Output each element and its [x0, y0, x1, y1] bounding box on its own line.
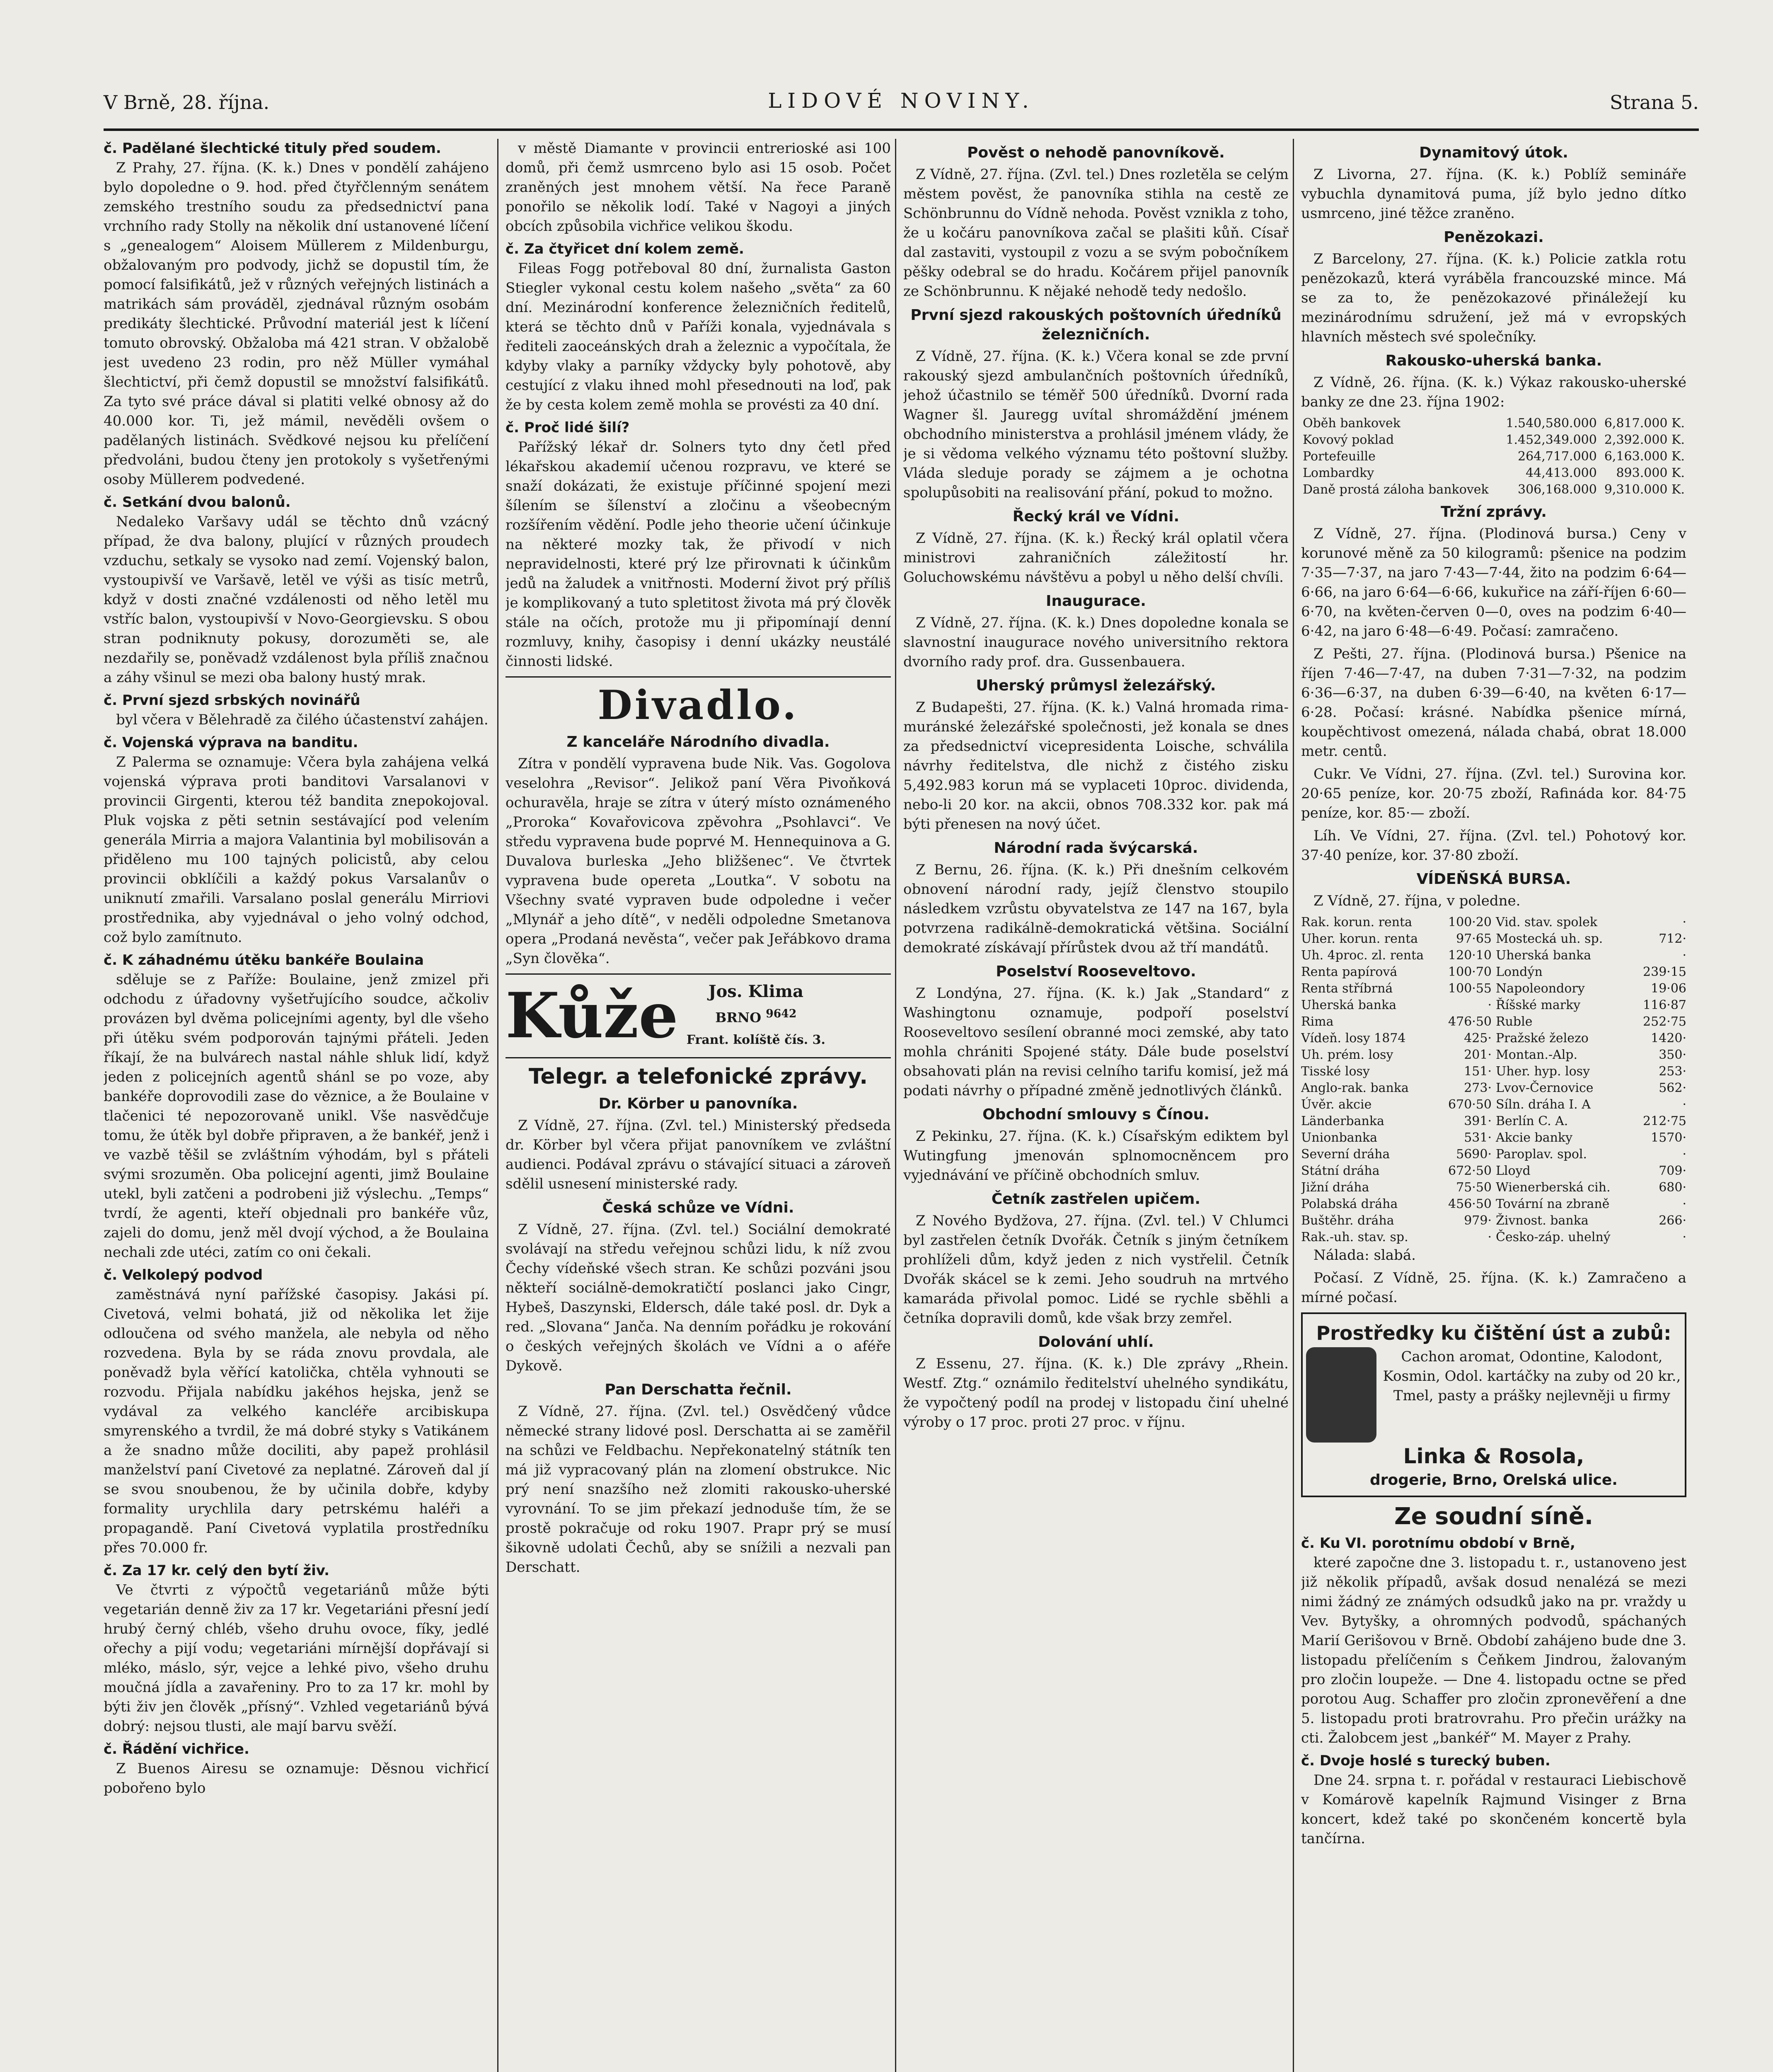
article-heading: Z kanceláře Národního divadla.	[566, 733, 830, 750]
exchange-value: 97·65	[1456, 932, 1492, 946]
article-heading: č. Řádění vichřice.	[104, 1741, 249, 1757]
article-text: Z Palerma se oznamuje: Včera byla zahájena velká vojenská výprava proti banditovi Varsalanovi v provincii Girgenti, kterou též bandita znepokojoval. Pluk vojska z pěti setnin sestávající pod velením generála Mirria a majora Valantinia byl mobilisován a přiděleno mu 100 tajných policistů, aby celou provincii obklíčili a každý pokus Varsalanův o uniknutí zmařili. Varsalano poslal generálu Mirriovi prostřednika, aby vyjednával o jeho volný odchod, což bylo zamítnuto.	[104, 754, 489, 946]
exchange-value: ·	[1682, 1197, 1686, 1211]
table-row	[1301, 482, 1686, 498]
exchange-item	[1496, 964, 1686, 980]
page-header	[104, 79, 1699, 131]
section-title-telegrams: Telegr. a telefonické zprávy.	[528, 1064, 868, 1089]
exchange-value: 531·	[1464, 1130, 1492, 1145]
article-heading: č. Vojenská výprava na banditu.	[104, 734, 358, 751]
exchange-name: Uh. 4proc. zl. renta	[1301, 948, 1424, 963]
exchange-item	[1301, 1213, 1492, 1229]
article-text: Z Vídně, 27. října. (Zvl. tel.) Dnes rozletěla se celým městem pověst, že panovníka stihla na cestě ze Schönbrunnu do Vídně nehoda. Pověst vznikla z toho, že u kočáru panovníkova začal se plašiti kůň. Císař dal zastaviti, vystoupil z vozu a se svým pobočníkem pěšky odebral se do hradu. Kočárem přijel panovník ze Schönbrunnu. K nějaké nehodě tedy nedošlo.	[903, 166, 1289, 300]
article-heading: Penězokazi.	[1444, 229, 1544, 246]
exchange-item	[1301, 947, 1492, 964]
exchange-name: Tovární na zbraně	[1496, 1197, 1610, 1211]
exchange-name: Mostecká uh. sp.	[1496, 932, 1603, 946]
header-date: V Brně, 28. října.	[104, 91, 270, 114]
article-heading: Dr. Körber u panovníka.	[598, 1095, 798, 1112]
exchange-item	[1496, 1097, 1686, 1113]
exchange-name: Lloyd	[1496, 1164, 1531, 1178]
article-heading: č. Setkání dvou balonů.	[104, 494, 291, 511]
exchange-item	[1496, 1014, 1686, 1030]
exchange-item	[1496, 1229, 1686, 1246]
exchange-item	[1301, 914, 1492, 931]
exchange-item	[1496, 1113, 1686, 1130]
exchange-name: Berlín C. A.	[1496, 1114, 1568, 1128]
article-text: Z Vídně, 27. října. (Zvl. tel.) Ministerský předseda dr. Körber byl včera přijat panovníkem ve zvláštní audienci. Podával zprávu o stávající situaci a zároveň sdělil usnesení ministerské rady.	[506, 1117, 891, 1192]
exchange-value: 672·50	[1448, 1164, 1492, 1178]
exchange-item	[1496, 1213, 1686, 1229]
exchange-name: Lvov-Černovice	[1496, 1081, 1594, 1095]
article-heading: č. Dvoje hoslé s turecký buben.	[1301, 1752, 1550, 1769]
exchange-name: Pražské železo	[1496, 1031, 1589, 1046]
table-cell: 6,163.000 K.	[1604, 449, 1685, 464]
ad-firm: Linka & Rosola,	[1403, 1444, 1584, 1468]
column-3	[903, 139, 1289, 2072]
article-heading: č. Padělané šlechtické tituly před soudem.	[104, 140, 441, 157]
ad-firm: Jos. Klima	[708, 982, 804, 1001]
article-heading: č. První sjezd srbských novinářů	[104, 692, 360, 709]
column-divider	[895, 139, 896, 2072]
exchange-name: Severní dráha	[1301, 1147, 1390, 1162]
exchange-item	[1496, 1163, 1686, 1179]
table-cell: 9,310.000 K.	[1604, 482, 1685, 497]
exchange-value: 670·50	[1448, 1097, 1492, 1112]
exchange-value: 201·	[1464, 1048, 1492, 1062]
exchange-name: Jižní dráha	[1301, 1180, 1369, 1195]
exchange-value: 1570·	[1651, 1130, 1686, 1145]
article-heading: č. Za čtyřicet dní kolem země.	[506, 241, 744, 257]
exchange-name: Akcie banky	[1496, 1130, 1573, 1145]
article-heading: VÍDEŇSKÁ BURSA.	[1416, 871, 1571, 888]
exchange-value: 100·55	[1448, 981, 1492, 996]
article-heading: č. K záhadnému útěku bankéře Boulaina	[104, 952, 424, 968]
bottle-image	[1306, 1347, 1376, 1443]
article-heading: Řecký král ve Vídni.	[1012, 508, 1180, 525]
article-text: sděluje se z Paříže: Boulaine, jenž zmizel při odchodu z úřadovny vyšetřujícího soudce, ačkoliv provázen byl dvěma policejními agenty, byl dle všeho při útěku svém podporován tajnými přáteli. Jeden říkají, že na bulvárech nastal náhle shluk lidí, když jeden z policejních agentů shánl se po voze, aby bankéře doprovodili zase do věznice, a že Boulaine v tlačenici té nepozorovaně unikl. Vše nasvědčuje tomu, že útěk byl dobře připraven, a že bankéř, jenž i ve vazbě těšil se zvláštním výhodám, byl s přáteli svými srozuměn. Oba policejní agenti, jimž Boulaine utekl, byli zatčeni a podrobeni již výslechu. „Temps“ tvrdí, že agenti, kteří objednali pro bankéře vůz, zajeli do domu, jenž měl dvojí východ, a že Boulaina nechali zde utéci, zatím co oni čekali.	[104, 971, 489, 1261]
exchange-value: 100·70	[1448, 965, 1492, 979]
table-cell: 1.540,580.000	[1506, 416, 1597, 431]
table-cell: 893.000 K.	[1616, 466, 1685, 480]
article-text: Zítra v pondělí vypravena bude Nik. Vas. Gogolova veselohra „Revisor“. Jelikož paní Věra Pivoňková ochuravěla, hraje se zítra v úterý místo oznámeného „Proroka“ Kovařovicova zpěvohra „Psohlavci“. Ve středu vypravena bude poprvé M. Hennequinova a G. Duvalova burleska „Jeho bližšenec“. Ve čtvrtek vypravena bude opereta „Loutka“. V sobotu na Všechny svaté vypraven bude odpoledne i večer „Mlynář a jeho dítě“, v neděli odpoledne Smetanova opera „Prodaná nevěsta“, večer pak Jeřábkovo drama „Syn člověka“.	[506, 755, 891, 967]
article-text: Z Vídně, 27. října. (Plodinová bursa.) Ceny v korunové měně za 50 kilogramů: pšenice na podzim 7·35—7·37, na jaro 7·43—7·44, žito na podzim 6·64—6·66, na jaro 6·64—6·66, kukuřice na září-říjen 6·60—6·70, na květen-červen 0—0, oves na podzim 6·40—6·42, na jaro 6·48—6·49. Počasí: zamračeno.	[1301, 525, 1686, 639]
exchange-value: 253·	[1659, 1064, 1686, 1079]
divider	[506, 676, 891, 678]
exchange-name: Länderbanka	[1301, 1114, 1384, 1128]
article-text: Z Buenos Airesu se oznamuje: Děsnou vichřicí pobořeno bylo	[104, 1760, 489, 1796]
exchange-item	[1496, 1080, 1686, 1097]
table-row	[1301, 415, 1686, 432]
exchange-value: ·	[1682, 1097, 1686, 1112]
article-text: Z Budapešti, 27. října. (K. k.) Valná hromada rima-muránské železářské společnosti, jež konala se dnes za předsednictví vicepresidenta Loische, schválila návrhy ředitelstva, dle nichž z čistého zisku 5,492.983 korun má se vyplaceti 10proc. dividenda, nebo-li 20 kor. na akcii, obnos 708.332 kor. pak má býti přenesen na nový účet.	[903, 699, 1289, 833]
article-text: Z Vídně, 27. října. (Zvl. tel.) Osvědčený vůdce německé strany lidové posl. Derschatta ai se zaměřil na schůzi ve Feldbachu. Nepřekonatelný státník ten má již vypracovaný plán na zlomení obstrukce. Nic prý není snazšího než zlomiti rakousko-uherské vyrovnání. To se jim překazí jednoduše tím, že se prostě pokračuje od roku 1907. Prapr prý se musí šikovně udolati Čechů, aby se snížili a nezvali pan Derschatt.	[506, 1403, 891, 1576]
column-divider	[497, 139, 498, 2072]
advertisement-linka-rosola	[1301, 1312, 1686, 1497]
exchange-value: 456·50	[1448, 1197, 1492, 1211]
article-heading: Rakousko-uherská banka.	[1385, 352, 1602, 369]
exchange-item	[1301, 1130, 1492, 1146]
exchange-name: Montan.-Alp.	[1496, 1048, 1578, 1062]
article-heading: Tržní zprávy.	[1441, 503, 1547, 520]
exchange-item	[1496, 1146, 1686, 1163]
exchange-item	[1496, 1030, 1686, 1047]
article-heading: Četník zastřelen upičem.	[991, 1191, 1201, 1208]
exchange-item	[1301, 1063, 1492, 1080]
article-text: Cukr. Ve Vídni, 27. října. (Zvl. tel.) Surovina kor. 20·65 peníze, kor. 20·75 zboží, Rafináda kor. 84·75 peníze, kor. 85·— zboží.	[1301, 766, 1686, 821]
table-cell: 306,168.000	[1517, 482, 1597, 497]
exchange-value: ·	[1682, 1230, 1686, 1244]
exchange-name: Česko-záp. uhelný	[1496, 1230, 1611, 1244]
table-row	[1301, 465, 1686, 482]
section-title-theatre: Divadlo.	[597, 682, 799, 729]
exchange-item	[1301, 1097, 1492, 1113]
header-title: LIDOVÉ NOVINY.	[768, 89, 1035, 113]
advertisement-kuze	[506, 980, 891, 1051]
article-text: Nálada: slabá.	[1313, 1247, 1416, 1264]
table-cell: 264,717.000	[1517, 449, 1597, 464]
exchange-value: 19·06	[1651, 981, 1686, 996]
exchange-item	[1301, 980, 1492, 997]
exchange-item	[1496, 1130, 1686, 1146]
article-text: Ve čtvrti z výpočtů vegetariánů může býti vegetarián denně živ za 17 kr. Vegetariáni přesní jedí hrubý černý chléb, všeho druhu ovoce, fíky, jedlé ořechy a pijí vodu; vegetariáni mírnější dopřávají si mléko, máslo, sýr, vejce a lehké pivo, všeho druhu moučná jídla a zavařeniny. Pro to za 17 kr. mohl by býti živ jen člověk „přísný“. Vzhled vegetariánů bývá dobrý: nejsou tlusti, ale mají barvu svěží.	[104, 1582, 489, 1735]
article-heading: č. Ku VI. porotnímu období v Brně,	[1301, 1535, 1575, 1552]
exchange-name: Uherská banka	[1496, 948, 1592, 963]
article-text: které započne dne 3. listopadu t. r., ustanoveno jest již několik případů, avšak dosud nenalézá se mezi nimi žádný ze známých odsudků jako na pr. vraždy u Vev. Bytyšky, a ohromných podvodů, spáchaných Marií Gerišovou v Brně. Období zahájeno bude dne 3. listopadu přelíčením s Čeňkem Jindrou, žalovaným pro zločin loupeže. — Dne 4. listopadu octne se před porotou Aug. Schaffer pro zločin zpronevěření a dne 5. listopadu proti bratrovrahu. Pro přečin urážky na cti. Žalobcem jest „bankéř“ M. Mayer z Prahy.	[1301, 1554, 1686, 1746]
table-cell: 6,817.000 K.	[1604, 416, 1685, 431]
exchange-value: ·	[1682, 1147, 1686, 1162]
exchange-value: 151·	[1464, 1064, 1492, 1079]
article-text: Líh. Ve Vídni, 27. října. (Zvl. tel.) Pohotový kor. 37·40 peníze, kor. 37·80 zboží.	[1301, 828, 1686, 864]
article-text: Z Vídně, 27. října. (K. k.) Včera konal se zde první rakouský sjezd ambulančních poštovních úředníků, jehož účastnilo se téměř 500 úředníků. Dvorní rada Wagner šl. Jauregg uvítal shromáždění jménem obchodního ministerstva a prohlásil jménem vlády, že je si vědoma velkého významu této poštovní služby. Vláda sleduje porady se zájmem a je ochotna spolupůsobiti na realisování přání, pokud to možno.	[903, 348, 1289, 501]
exchange-name: Ruble	[1496, 1014, 1533, 1029]
table-cell: 2,392.000 K.	[1604, 433, 1685, 447]
exchange-name: Úvěr. akcie	[1301, 1097, 1372, 1112]
header-page: Strana 5.	[1610, 91, 1699, 114]
article-text: Z Barcelony, 27. října. (K. k.) Policie zatkla rotu penězokazů, která vyráběla francouzské mince. Má se za to, že penězokazové přináležejí ku mezinárodnímu sdružení, jež má v evropských hlavních městech své společníky.	[1301, 251, 1686, 345]
article-text: Z Londýna, 27. října. (K. k.) Jak „Standard“ z Washingtonu oznamuje, podpoří poselství Rooseveltovo sesílení obranné moci zemské, aby tato mohla chrániti Spojené státy. Dále bude poselství obsahovati plán na revisi celního tarifu komisí, jež má podati návrhy o případné změně jednotlivých článků.	[903, 985, 1289, 1099]
exchange-table	[1301, 914, 1686, 1246]
exchange-name: Vídeň. losy 1874	[1301, 1031, 1406, 1046]
ad-word: Kůže	[506, 979, 678, 1053]
column-4	[1301, 139, 1686, 2072]
article-heading: č. Za 17 kr. celý den bytí živ.	[104, 1562, 330, 1579]
exchange-value: 266·	[1659, 1213, 1686, 1228]
column-2	[506, 139, 891, 2072]
article-heading: č. Velkolepý podvod	[104, 1267, 263, 1283]
exchange-item	[1301, 1080, 1492, 1097]
article-text: Z Vídně, 27. října. (Zvl. tel.) Sociální demokraté svolávají na středu veřejnou schůzi lidu, k níž zvou Čechy vídeňské všech stran. Ke schůzi pozváni jsou někteří sociálně-demokratičtí poslanci jako Cingr, Hybeš, Daszynski, Eldersch, dále také posl. dr. Dyk a red. „Slovana“ Janča. Na denním pořádku je rokování o českých veřejných školách ve Vídni a o aféře Dykově.	[506, 1221, 891, 1374]
exchange-name: Tisské losy	[1301, 1064, 1370, 1079]
exchange-item	[1301, 1163, 1492, 1179]
article-text: Pařížský lékař dr. Solners tyto dny četl před lékařskou akademií učenou rozpravu, ve které se snaží dokázati, že existuje příčinné spojení mezi šílením se šílenství a zločinu a všeobecným rozšířením vědění. Podle jeho theorie učení účinkuje na některé mozky tak, že přivodí v nich nepravidelnosti, které prý lze přirovnati k účinkům jedů na žaludek a vnitřnosti. Moderní život prý příliš je komplikovaný a tuto spletitost života má prý člověk stále na očích, protože mu ji připomínají denní rozmluvy, knihy, časopisy i denní ukázky neustálé činnosti lidské.	[506, 439, 891, 670]
exchange-value: 120·10	[1448, 948, 1492, 963]
table-row	[1301, 448, 1686, 465]
exchange-value: ·	[1682, 915, 1686, 929]
exchange-name: Napoleondory	[1496, 981, 1585, 996]
exchange-name: Státní dráha	[1301, 1164, 1380, 1178]
article-heading: Inaugurace.	[1046, 593, 1146, 610]
exchange-value: 476·50	[1448, 1014, 1492, 1029]
exchange-item	[1496, 1179, 1686, 1196]
ad-text: Cachon aromat, Odontine, Kalodont, Kosmin, Odol. kartáčky na zuby od 20 kr., Tmel, pasty a prášky nejlevněji u firmy	[1383, 1348, 1681, 1404]
exchange-value: 979·	[1464, 1213, 1492, 1228]
exchange-item	[1301, 1179, 1492, 1196]
exchange-name: Uher. korun. renta	[1301, 932, 1418, 946]
article-text: Z Pešti, 27. října. (Plodinová bursa.) Pšenice na říjen 7·46—7·47, na duben 7·31—7·32, na podzim 6·36—6·37, na duben 6·39—6·40, na květen 6·17—6·28. Počasí: krásné. Nabídka pšenice mírná, koupěchtivost omezená, nálada chabá, obrat 18.000 metr. centů.	[1301, 646, 1686, 760]
ad-title: Prostředky ku čištění úst a zubů:	[1316, 1322, 1671, 1344]
exchange-name: Anglo-rak. banka	[1301, 1081, 1409, 1095]
exchange-value: 239·15	[1643, 965, 1686, 979]
exchange-name: Uher. hyp. losy	[1496, 1064, 1590, 1079]
exchange-value: 273·	[1464, 1081, 1492, 1095]
article-heading: Uherský průmysl železářský.	[976, 677, 1216, 694]
table-row	[1301, 432, 1686, 448]
article-heading: Poselství Rooseveltovo.	[996, 963, 1196, 980]
article-heading: První sjezd rakouských poštovních úředníků železničních.	[910, 307, 1282, 343]
exchange-item	[1301, 1113, 1492, 1130]
exchange-item	[1301, 1196, 1492, 1213]
exchange-item	[1301, 931, 1492, 947]
exchange-name: Uherská banka	[1301, 998, 1397, 1012]
article-text: Z Vídně, 27. října, v poledne.	[1313, 893, 1521, 909]
column-divider	[1293, 139, 1294, 2072]
exchange-value: 100·20	[1448, 915, 1492, 929]
exchange-name: Uh. prém. losy	[1301, 1048, 1393, 1062]
article-heading: Pověst o nehodě panovníkově.	[967, 144, 1225, 161]
exchange-value: 1420·	[1651, 1031, 1686, 1046]
article-text: Z Essenu, 27. října. (K. k.) Dle zprávy „Rhein. Westf. Ztg.“ oznámilo ředitelství uhelného syndikátu, že vypočtený podíl na prodej v listopadu činí uhelné výroby o 17 proc. proti 27 proc. v říjnu.	[903, 1356, 1289, 1431]
article-heading: Dynamitový útok.	[1419, 144, 1568, 161]
article-text: Fileas Fogg potřeboval 80 dní, žurnalista Gaston Stiegler vykonal cestu kolem našeho „světa“ za 60 dní. Mezinárodní konference železničních ředitelů, která se těchto dnů v Paříži konala, vyjednávala s řediteli zaoceánských drah a železnic a vypočítala, že kdyby vlaky a parníky vždycky byly pohotově, aby cestující z vlaku ihned mohl přesednouti na loď, pak že by cesta kolem země mohla se provésti za 40 dní.	[506, 260, 891, 413]
exchange-name: Živnost. banka	[1496, 1213, 1589, 1228]
exchange-name: Síln. dráha I. A	[1496, 1097, 1591, 1112]
table-cell: Daně prostá záloha bankovek	[1303, 482, 1489, 497]
exchange-name: Vid. stav. spolek	[1496, 915, 1597, 929]
table-cell: Lombardky	[1303, 466, 1374, 480]
exchange-item	[1301, 1014, 1492, 1030]
exchange-value: 116·87	[1643, 998, 1686, 1012]
exchange-name: Unionbanka	[1301, 1130, 1378, 1145]
article-text: Z Pekinku, 27. října. (K. k.) Císařským ediktem byl Wutingfung jmenován splnomocněncem pro vyjednávání ve příčině obchodních smluv.	[903, 1128, 1289, 1184]
exchange-value: 425·	[1464, 1031, 1492, 1046]
exchange-item	[1301, 1229, 1492, 1246]
exchange-item	[1496, 1196, 1686, 1213]
exchange-name: Paroplav. spol.	[1496, 1147, 1587, 1162]
exchange-item	[1496, 947, 1686, 964]
article-heading: Národní rada švýcarská.	[994, 840, 1198, 857]
exchange-name: Rak. korun. renta	[1301, 915, 1413, 929]
article-text: Z Vídně, 27. října. (K. k.) Dnes dopoledne konala se slavnostní inaugurace nového universitního rektora dvorního rady prof. dra. Gussenbauera.	[903, 615, 1289, 670]
article-heading: Dolování uhlí.	[1038, 1334, 1154, 1351]
table-cell: Portefeuille	[1303, 449, 1376, 464]
exchange-name: Renta stříbrná	[1301, 981, 1393, 996]
exchange-item	[1496, 980, 1686, 997]
exchange-item	[1496, 997, 1686, 1014]
column-1	[104, 139, 489, 2072]
table-cell: 44,413.000	[1526, 466, 1597, 480]
article-text: Dne 24. srpna t. r. pořádal v restauraci Liebischově v Komárově kapelník Rajmund Visinger z Brna koncert, kdež také po skončeném koncertě byla tančírna.	[1301, 1772, 1686, 1847]
exchange-item	[1301, 1047, 1492, 1063]
exchange-item	[1496, 931, 1686, 947]
article-text: Z Livorna, 27. října. (K. k.) Poblíž semináře vybuchla dynamitová puma, jíž bylo jedno dítko usmrceno, jiné těžce zraněno.	[1301, 166, 1686, 222]
exchange-name: Polabská dráha	[1301, 1197, 1398, 1211]
exchange-value: 212·75	[1643, 1114, 1686, 1128]
exchange-item	[1301, 964, 1492, 980]
exchange-name: Říšské marky	[1496, 998, 1581, 1012]
exchange-name: Buštěhr. dráha	[1301, 1213, 1394, 1228]
exchange-value: ·	[1488, 1230, 1492, 1244]
exchange-item	[1301, 1030, 1492, 1047]
newspaper-page	[104, 79, 1699, 2072]
exchange-name: Wienerberská cih.	[1496, 1180, 1611, 1195]
article-text: Počasí. Z Vídně, 25. října. (K. k.) Zamračeno a mírné počasí.	[1301, 1270, 1686, 1306]
article-heading: Pan Derschatta řečnil.	[605, 1381, 792, 1398]
exchange-value: 252·75	[1643, 1014, 1686, 1029]
ad-address: Frant. kolíště čís. 3.	[686, 1032, 825, 1047]
article-text: Nedaleko Varšavy udál se těchto dnů vzácný případ, že dva balony, plující v různých proudech vzduchu, setkaly se vysoko nad zemí. Vojenský balon, vystoupivší ve Varšavě, letěl ve výši as tisíc metrů, když v dosti značné vzdálenosti od něho letěl mu vstříc balon, vystoupivší v Novo-Georgievsku. S obou stran podniknuty pokusy, dorozuměti se, ale nezdařily se, poněvadž vzdálenost byla příliš značnou a záhy všinul se mezi oba balony hustý mrak.	[104, 513, 489, 686]
ad-subtitle: drogerie, Brno, Orelská ulice.	[1370, 1472, 1618, 1489]
exchange-value: ·	[1682, 948, 1686, 963]
table-cell: 1.452,349.000	[1506, 433, 1597, 447]
ad-city: BRNO $^{9642}$	[715, 1007, 797, 1026]
exchange-name: Rak.-uh. stav. sp.	[1301, 1230, 1408, 1244]
article-heading: Obchodní smlouvy s Čínou.	[982, 1106, 1209, 1123]
article-heading: č. Proč lidé šilí?	[506, 419, 630, 436]
article-text: Z Nového Bydžova, 27. října. (Zvl. tel.) V Chlumci byl zastřelen četník Dvořák. Četník s jiným četníkem prohlíželi dům, když jeden z nich vystřelil. Četník Dvořák skácel se k zemi. Jeho soudruh na mrtvého kamaráda přivolal pomoc. Lidé se rychle sběhli a četníka dopravili domů, kde však brzy zemřel.	[903, 1213, 1289, 1326]
article-text: Z Bernu, 26. října. (K. k.) Při dnešním celkovém obnovení národní rady, jejíž členstvo stoupilo následkem vzrůstu obyvatelstva ze 147 na 167, byla potvrzena radikálně-demokratická většina. Sociální demokraté získávají přírůstek dvou až tří mandátů.	[903, 862, 1289, 956]
bank-table	[1301, 415, 1686, 498]
exchange-name: Londýn	[1496, 965, 1543, 979]
exchange-value: 350·	[1659, 1048, 1686, 1062]
exchange-item	[1301, 997, 1492, 1014]
exchange-value: 75·50	[1456, 1180, 1492, 1195]
exchange-value: 709·	[1659, 1164, 1686, 1178]
section-title-court: Ze soudní síně.	[1394, 1503, 1594, 1530]
article-text: Z Vídně, 26. října. (K. k.) Výkaz rakousko-uherské banky ze dne 23. října 1902:	[1301, 374, 1686, 410]
exchange-name: Rima	[1301, 1014, 1334, 1029]
exchange-value: 5690·	[1456, 1147, 1492, 1162]
exchange-item	[1496, 914, 1686, 931]
exchange-value: 391·	[1464, 1114, 1492, 1128]
exchange-value: 680·	[1659, 1180, 1686, 1195]
article-text: byl včera v Bělehradě za čilého účastenství zahájen.	[116, 712, 489, 728]
article-text: Z Vídně, 27. října. (K. k.) Řecký král oplatil včera ministrovi zahraničních záležitostí hr. Goluchowskému návštěvu a pobyl u něho delší chvíli.	[903, 530, 1289, 586]
exchange-item	[1301, 1146, 1492, 1163]
exchange-value: 712·	[1659, 932, 1686, 946]
article-heading: Česká schůze ve Vídni.	[602, 1199, 794, 1216]
table-cell: Kovový poklad	[1303, 433, 1394, 447]
divider	[506, 1057, 891, 1058]
table-cell: Oběh bankovek	[1303, 416, 1401, 431]
exchange-value: ·	[1488, 998, 1492, 1012]
divider	[506, 973, 891, 975]
exchange-item	[1496, 1063, 1686, 1080]
exchange-name: Renta papírová	[1301, 965, 1398, 979]
exchange-item	[1496, 1047, 1686, 1063]
exchange-value: 562·	[1659, 1081, 1686, 1095]
article-text: Z Prahy, 27. října. (K. k.) Dnes v pondělí zahájeno bylo dopoledne o 9. hod. před čtyřčlenným senátem zemského trestního soudu za předsednictví pana vrchního rady Stolly na několik dní ustanovené líčení s „genealogem“ Aloisem Müllerem z Mildenburgu, obžalovaným pro podvody, jichž se dopustil tím, že pomocí falsifikátů, jež v různých veřejných listinách a matrikách sám prováděl, zjednával různým osobám predikáty šlechtické. Průvodní materiál jest k líčení tomuto obrovský. Obžaloba má 421 stran. V obžalobě jest uvedeno 23 rodin, pro něž Müller vymáhal šlechtictví, při čemž dopustil se množství falsifikátů. Za tyto své práce dával si platiti velké obnosy až do 40.000 kor. Ti, jež mámil, nevěděli ovšem o padělaných listinách. Svědkové nejsou ku přelíčení předvoláni, budou čteny jen protokoly s vyšetřenými osoby Müllerem podvedené.	[104, 160, 489, 488]
article-text: v městě Diamante v provincii entrerioské asi 100 domů, při čemž usmrceno bylo asi 15 osob. Počet zraněných jest mnohem větší. Na řece Paraně ponořilo se několik lodí. Také v Nagoyi a jiných obcích způsobila vichřice velikou škodu.	[506, 140, 891, 235]
article-text: zaměstnává nyní pařížské časopisy. Jakási pí. Civetová, velmi bohatá, již od několika let žije odloučena od svého manžela, ale nebyla od něho rozvedena. Byla by se ráda znovu provdala, ale poněvadž byla věřící katolička, chtěla vyhnouti se rozvodu. Přijala nabídku jakéhos hejska, jenž se vydával za velkého kancléře arcibiskupa smyrenského a tvrdil, že má dobré styky s Vatikánem a že snadno může dociliti, aby papež prohlásil manželství paní Civetové za neplatné. Zároveň dal jí se svou snoubenou, že by učinila dobře, kdyby formality urychlila dary petrskému haléři a propagandě. Paní Civetová vyplatila prostředníku přes 70.000 fr.	[104, 1286, 489, 1556]
